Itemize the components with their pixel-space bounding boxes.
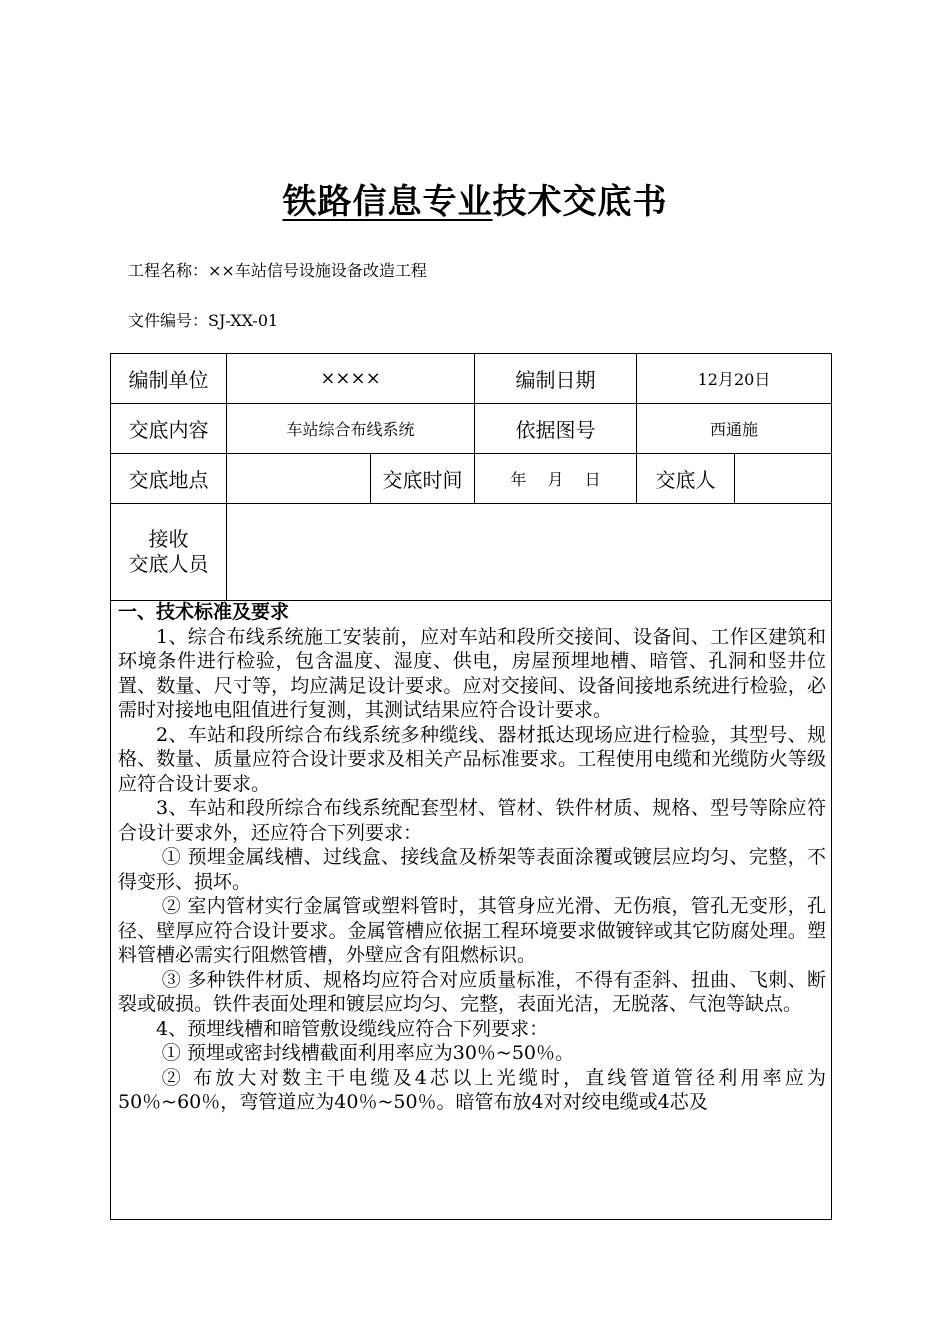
label-compiler-unit: 编制单位 bbox=[111, 354, 227, 404]
label-briefing-place: 交底地点 bbox=[111, 454, 227, 504]
document-title bbox=[0, 174, 950, 223]
paragraph-4-item-2: ② 布放大对数主干电缆及4芯以上光缆时，直线管道管径利用率应为50％~60％，弯管道应为40％~50％。暗管布放4对对绞电缆或4芯及 bbox=[118, 1066, 826, 1113]
file-number: 文件编号：SJ-XX-01 bbox=[128, 311, 279, 330]
label-receivers-line1: 接收 bbox=[148, 527, 189, 551]
value-compile-date: 12月20日 bbox=[637, 354, 831, 404]
label-briefing-content: 交底内容 bbox=[111, 404, 227, 454]
project-name: 工程名称：××车站信号设施设备改造工程 bbox=[128, 261, 427, 280]
section-heading: 一、技术标准及要求 bbox=[118, 601, 290, 623]
value-drawing-number: 西通施 bbox=[637, 404, 831, 454]
paragraph-2: 2、车站和段所综合布线系统多种缆线、器材抵达现场应进行检验，其型号、规格、数量、质量应符合设计要求及相关产品标准要求。工程使用电缆和光缆防火等级应符合设计要求。 bbox=[118, 723, 826, 795]
value-briefer bbox=[735, 454, 831, 504]
title-rest: 技术交底书 bbox=[492, 182, 668, 222]
value-briefing-content: 车站综合布线系统 bbox=[227, 404, 475, 454]
label-drawing-number: 依据图号 bbox=[475, 404, 637, 454]
technical-content bbox=[118, 600, 826, 1115]
value-receivers bbox=[227, 504, 831, 601]
value-compiler-unit: ×××× bbox=[227, 354, 475, 404]
label-briefing-time: 交底时间 bbox=[371, 454, 475, 504]
label-receivers-line2: 交底人员 bbox=[128, 552, 209, 576]
label-briefer: 交底人 bbox=[637, 454, 735, 504]
paragraph-3-item-3: ③ 多种铁件材质、规格均应符合对应质量标准，不得有歪斜、扭曲、飞刺、断裂或破损。铁件表面处理和镀层应均匀、完整，表面光洁，无脱落、气泡等缺点。 bbox=[118, 968, 826, 1015]
value-briefing-time: 年 月 日 bbox=[475, 454, 637, 504]
title-underlined-part: 铁路信息专业 bbox=[282, 182, 493, 222]
paragraph-3: 3、车站和段所综合布线系统配套型材、管材、铁件材质、规格、型号等除应符合设计要求外，还应符合下列要求： bbox=[118, 797, 826, 844]
paragraph-3-item-2: ② 室内管材实行金属管或塑料管时，其管身应光滑、无伤痕，管孔无变形，孔径、壁厚应符合设计要求。金属管槽应依据工程环境要求做镀锌或其它防腐处理。塑料管槽必需实行阻燃管槽，外壁应含有阻燃标识。 bbox=[118, 895, 826, 966]
paragraph-1: 1、综合布线系统施工安装前，应对车站和段所交接间、设备间、工作区建筑和环境条件进行检验，包含温度、湿度、供电，房屋预埋地槽、暗管、孔洞和竖井位置、数量、尺寸等，均应满足设计要求。应对交接间、设备间接地系统进行检验，必需时对接地电阻值进行复测，其测试结果应符合设计要求。 bbox=[118, 625, 826, 721]
paragraph-3-item-1: ① 预埋金属线槽、过线盒、接线盒及桥架等表面涂覆或镀层应均匀、完整，不得变形、损坏。 bbox=[118, 846, 826, 893]
paragraph-4-item-1: ① 预埋或密封线槽截面利用率应为30％~50％。 bbox=[161, 1042, 575, 1064]
label-receivers bbox=[111, 504, 227, 601]
label-compile-date: 编制日期 bbox=[475, 354, 637, 404]
paragraph-4: 4、预埋线槽和暗管敷设缆线应符合下列要求： bbox=[156, 1017, 549, 1040]
value-briefing-place bbox=[227, 454, 371, 504]
